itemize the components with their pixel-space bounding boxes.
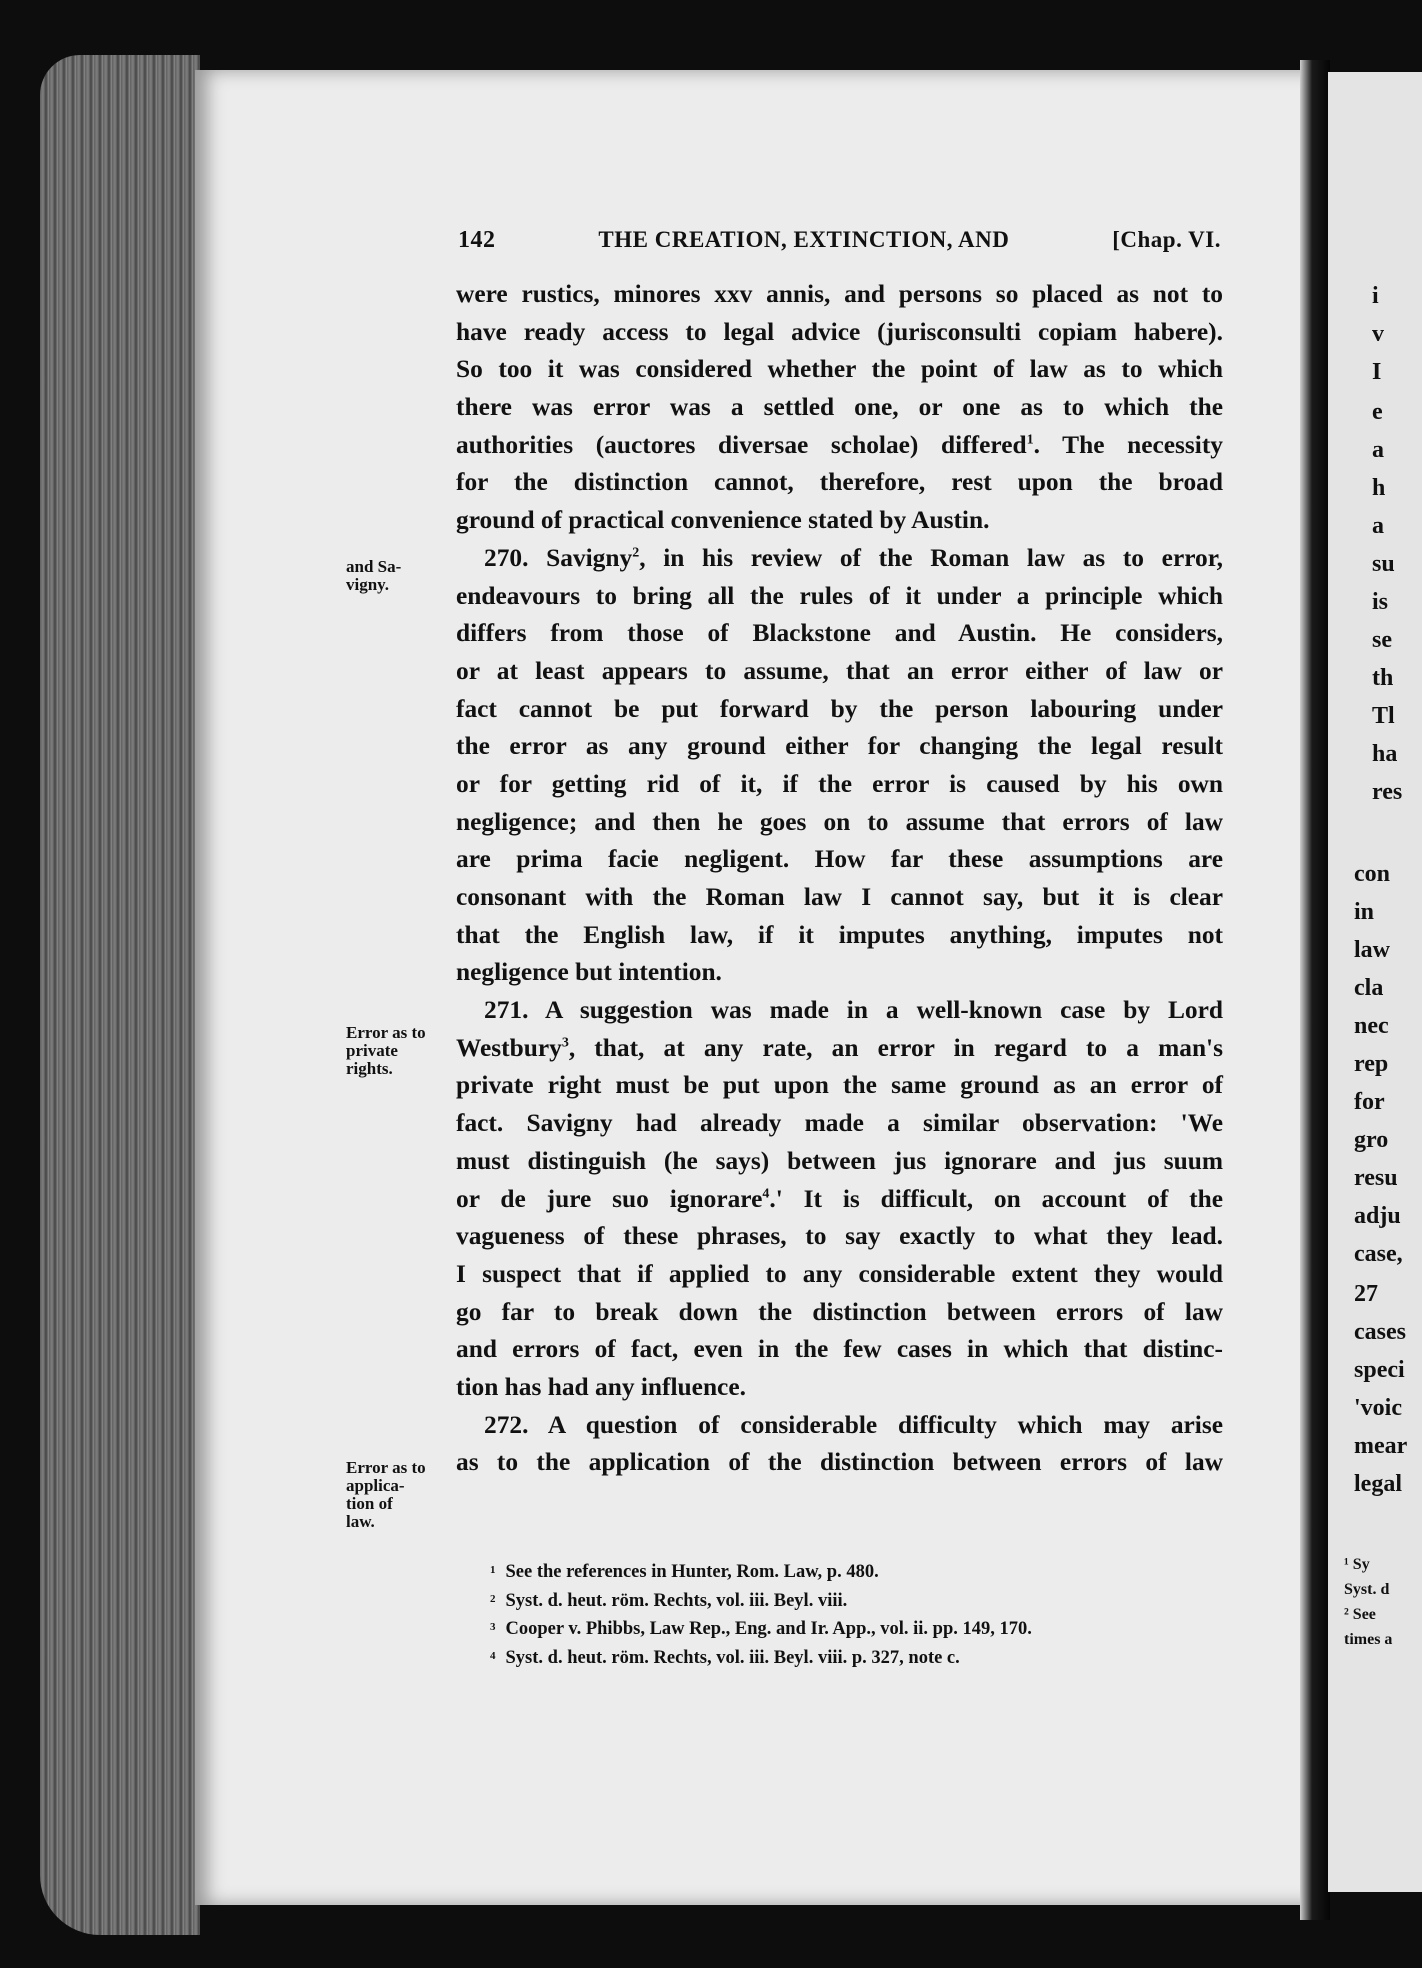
running-header <box>458 227 1221 254</box>
body-line: have ready access to legal advice (jurisconsulti copiam habere). <box>456 317 1223 346</box>
body-line: consonant with the Roman law I cannot say, but it is clear <box>456 883 1223 911</box>
running-title: THE CREATION, EXTINCTION, AND <box>598 227 1010 252</box>
body-line: that the English law, if it imputes anything, imputes not <box>456 920 1223 949</box>
facing-page-fragment: con <box>1354 861 1390 887</box>
facing-page-fragment: cla <box>1354 975 1384 1001</box>
body-line: or for getting rid of it, if the error is caused by his own <box>456 769 1223 798</box>
footnote: $^4$ Syst. d. heut. röm. Rechts, vol. iii. Beyl. viii. p. 327, note c. <box>490 1647 960 1668</box>
facing-page-fragment: a <box>1372 513 1384 539</box>
body-line: endeavours to bring all the rules of it under a principle which <box>456 581 1223 610</box>
facing-page-fragment: i <box>1372 283 1379 309</box>
facing-page-fragment: nec <box>1354 1013 1389 1039</box>
facing-page-fragment: 27 <box>1354 1281 1378 1307</box>
facing-page-fragment: rep <box>1354 1051 1389 1077</box>
facing-page-fragment: v <box>1372 321 1384 347</box>
book-page-edges <box>40 55 200 1935</box>
body-line: as to the application of the distinction between errors of law <box>456 1448 1223 1477</box>
facing-page-fragment: res <box>1372 779 1403 805</box>
body-line: private right must be put upon the same ground as an error of <box>456 1071 1223 1100</box>
facing-page-fragment: e <box>1372 399 1383 425</box>
body-line: or de jure suo ignorare$^4$.' It is difficult, on account of the <box>456 1184 1223 1213</box>
facing-page-fragment: h <box>1372 475 1386 501</box>
margin-note-private-rights <box>346 1024 456 1078</box>
facing-page-fragment: 'voic <box>1354 1395 1402 1421</box>
facing-page-fragment: in <box>1354 899 1375 925</box>
body-line: are prima facie negligent. How far these assumptions are <box>456 845 1223 874</box>
body-line: for the distinction cannot, therefore, rest upon the broad <box>456 468 1223 497</box>
facing-page-fragment: Tl <box>1372 703 1395 729</box>
facing-page-fragment: gro <box>1354 1127 1389 1153</box>
body-line: So too it was considered whether the point of law as to which <box>456 355 1223 384</box>
facing-footnote-fragment: ² See <box>1344 1606 1376 1623</box>
facing-page-fragment: for <box>1354 1089 1385 1115</box>
body-line: fact cannot be put forward by the person labouring under <box>456 694 1223 723</box>
facing-page-fragment: cases <box>1354 1319 1406 1345</box>
body-line: ground of practical convenience stated by Austin. <box>456 506 990 535</box>
margin-note-application-of-law <box>346 1459 456 1531</box>
facing-page-fragment: se <box>1372 627 1392 653</box>
body-line: authorities (auctores diversae scholae) differed$^1$. The necessity <box>456 430 1224 459</box>
facing-page-fragment: resu <box>1354 1165 1398 1191</box>
footnote: $^1$ See the references in Hunter, Rom. Law, p. 480. <box>490 1562 879 1582</box>
body-line: the error as any ground either for changing the legal result <box>456 732 1223 761</box>
body-line: and errors of fact, even in the few cases in which that distinc- <box>456 1335 1223 1364</box>
facing-page-fragment: a <box>1372 437 1384 463</box>
body-line: were rustics, minores xxv annis, and persons so placed as not to <box>456 280 1223 308</box>
facing-footnote-fragment: ¹ Sy <box>1344 1556 1370 1573</box>
margin-note-line: tion of <box>346 1494 393 1513</box>
body-line: 272. A question of considerable difficulty which may arise <box>484 1410 1223 1439</box>
body-text <box>456 276 1223 1482</box>
facing-page-fragment: is <box>1372 589 1389 615</box>
facing-page-fragment: th <box>1372 665 1394 691</box>
facing-page <box>1328 72 1422 1892</box>
margin-note-line: and Sa- <box>346 557 402 576</box>
margin-note-line: law. <box>346 1512 375 1531</box>
footnotes <box>490 1557 1230 1671</box>
facing-page-fragment: su <box>1372 551 1395 577</box>
body-line: vagueness of these phrases, to say exactly to what they lead. <box>456 1222 1223 1251</box>
facing-page-fragment: mear <box>1354 1433 1408 1459</box>
facing-page-fragment: ha <box>1372 741 1398 767</box>
body-line: there was error was a settled one, or one as to which the <box>456 393 1223 422</box>
facing-page-fragment: legal <box>1354 1471 1402 1497</box>
facing-page-fragment: case, <box>1354 1241 1403 1267</box>
facing-page-fragment: adju <box>1354 1203 1401 1229</box>
margin-note-line: private <box>346 1041 398 1060</box>
margin-note-line: Error as to <box>346 1458 426 1477</box>
body-line: 270. Savigny$^2$, in his review of the Roman law as to error, <box>484 543 1223 572</box>
body-line: fact. Savigny had already made a similar observation: 'We <box>456 1109 1223 1138</box>
margin-note-line: applica- <box>346 1476 405 1495</box>
footnote: $^2$ Syst. d. heut. röm. Rechts, vol. iii. Beyl. viii. <box>490 1590 848 1611</box>
page-number: 142 <box>458 227 496 253</box>
body-line: or at least appears to assume, that an error either of law or <box>456 656 1223 685</box>
margin-note-line: vigny. <box>346 575 389 594</box>
footnote: $^3$ Cooper v. Phibbs, Law Rep., Eng. and Ir. App., vol. ii. pp. 149, 170. <box>490 1619 1032 1639</box>
book-gutter <box>1300 60 1330 1920</box>
facing-page-fragment: speci <box>1354 1357 1405 1383</box>
body-line: I suspect that if applied to any considerable extent they would <box>456 1259 1223 1288</box>
body-line: differs from those of Blackstone and Austin. He considers, <box>456 619 1223 648</box>
body-line: 271. A suggestion was made in a well-known case by Lord <box>484 996 1223 1025</box>
body-line: go far to break down the distinction between errors of law <box>456 1297 1223 1326</box>
body-line: must distinguish (he says) between jus ignorare and jus suum <box>456 1146 1223 1175</box>
facing-page-fragment: I <box>1372 359 1382 385</box>
margin-note-line: rights. <box>346 1059 393 1078</box>
facing-page-fragment: law <box>1354 937 1390 963</box>
facing-footnote-fragment: Syst. d <box>1344 1581 1390 1598</box>
facing-footnote-fragment: times a <box>1344 1631 1393 1648</box>
body-line: negligence but intention. <box>456 958 722 987</box>
body-line: negligence; and then he goes on to assume that errors of law <box>456 807 1223 836</box>
chapter-label: [Chap. VI. <box>1112 227 1221 252</box>
margin-note-savigny <box>346 558 456 594</box>
body-line: Westbury$^3$, that, at any rate, an error in regard to a man's <box>456 1033 1223 1062</box>
margin-note-line: Error as to <box>346 1023 426 1042</box>
body-line: tion has had any influence. <box>456 1372 746 1401</box>
